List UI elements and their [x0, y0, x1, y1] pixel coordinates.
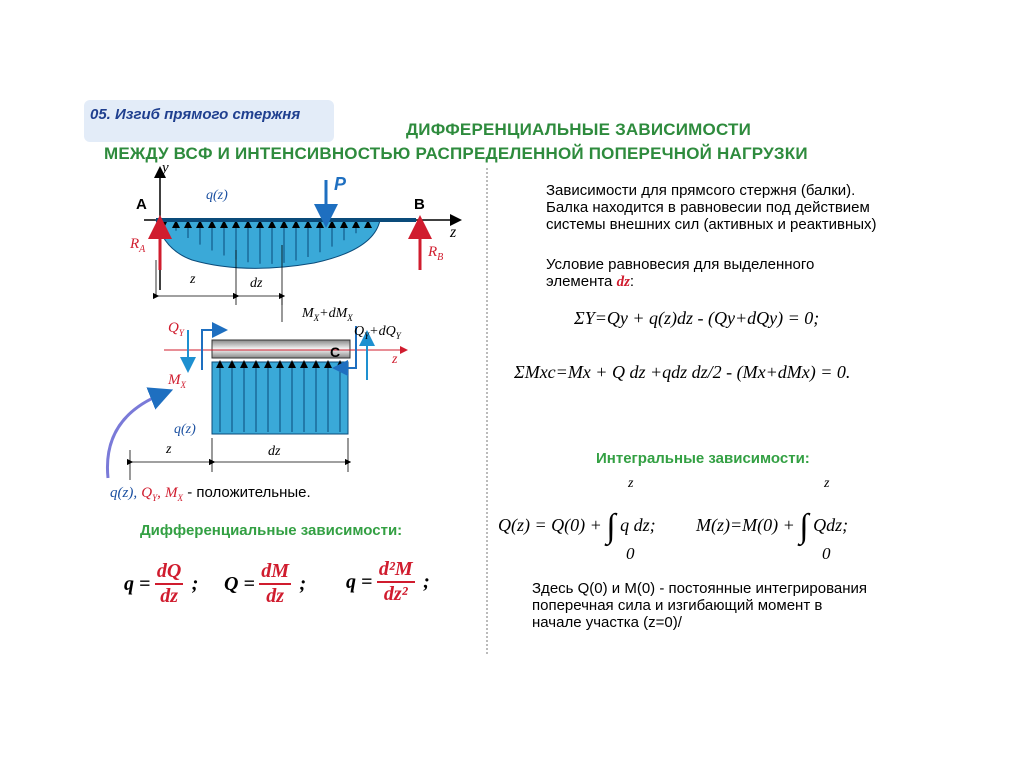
equation-sum-y: ΣY=Qy + q(z)dz - (Qy+dQy) = 0;: [574, 308, 820, 328]
slide: [84, 100, 946, 665]
curved-pointer-arrow: [107, 394, 162, 478]
formula-2: Q = $\frac{dM}{dz}$ ;: [224, 560, 307, 607]
label-mx: $M_X$: [168, 372, 186, 390]
beam-element: [107, 326, 404, 480]
label-dim2-z: z: [166, 442, 172, 457]
formula-3: q = $\frac{\text{d²M}}{\text{dz²}}$ ;: [346, 558, 430, 605]
integral-eq-1: Q(z) = Q(0) + ∫ q dz;: [498, 508, 656, 545]
label-dim-dz: dz: [250, 276, 263, 291]
label-dim-z: z: [190, 272, 196, 287]
beam-top: [144, 172, 456, 322]
title-line-1: ДИФФЕРЕНЦИАЛЬНЫЕ ЗАВИСИМОСТИ: [406, 120, 752, 139]
positive-note: q(z), $Q_Y$, $M_X$ - положительные.: [110, 484, 311, 503]
integral-1-upper: z: [628, 476, 634, 491]
section-title: 05. Изгиб прямого стержня: [90, 106, 301, 123]
label-rb: $R_B$: [428, 244, 444, 263]
label-qz: q(z): [206, 188, 228, 203]
distributed-load: [156, 220, 380, 268]
para-1: Зависимости для прямсого стержня (балки). Балка находится в равновесии под действием системы внешних сил (активных и реактивных): [546, 182, 877, 233]
label-a: A: [136, 196, 147, 213]
formula-1: q = $\frac{dQ}{dz}$ ;: [124, 560, 199, 607]
label-mx-dmx: $M_X+dM_X$: [302, 306, 353, 323]
para-3: Здесь Q(0) и M(0) - постоянные интегрирования поперечная сила и изгибающий момент в начале участка (z=0)/: [532, 580, 868, 631]
label-qz-element: q(z): [174, 422, 196, 437]
label-p: P: [334, 174, 347, 194]
integral-eq-2: M(z)=M(0) + ∫ Qdz;: [696, 508, 849, 545]
integral-header: Интегральные зависимости:: [596, 450, 810, 467]
equation-sum-m: ΣMxc=Mx + Q dz +qdz dz/2 - (Mx+dMx) = 0.: [514, 362, 851, 382]
diff-header: Дифференциальные зависимости:: [140, 522, 403, 539]
label-element-z: z: [392, 352, 398, 367]
integral-2-lower: 0: [822, 544, 831, 563]
title-line-2: МЕЖДУ ВСФ И ИНТЕНСИВНОСТЬЮ РАСПРЕДЕЛЕННОЙ ПОПЕРЕЧНОЙ НАГРУЗКИ: [104, 144, 808, 163]
label-qy: $Q_Y$: [168, 320, 184, 338]
integral-2-upper: z: [824, 476, 830, 491]
label-qy-dqy: $Q_Y+dQ_Y$: [354, 324, 401, 341]
label-y: y: [162, 160, 169, 176]
label-c: C: [330, 344, 341, 360]
beam-diagram: [84, 100, 504, 520]
integral-1-lower: 0: [626, 544, 635, 563]
label-dim2-dz: dz: [268, 444, 281, 459]
label-z: z: [450, 224, 457, 241]
para-2: Условие равновесия для выделенного элемента dz:: [546, 256, 815, 290]
label-ra: $R_A$: [130, 236, 146, 255]
label-b: B: [414, 196, 425, 213]
